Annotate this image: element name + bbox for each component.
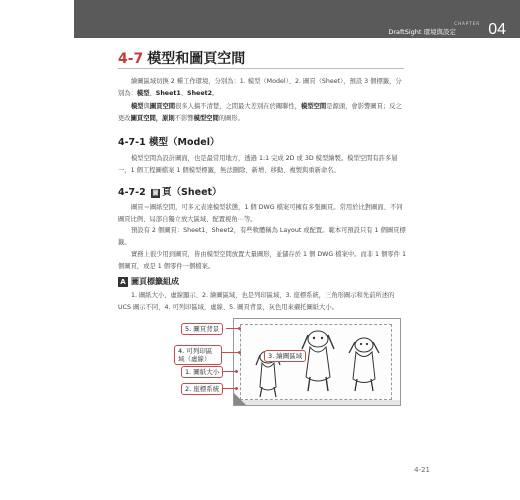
page-number: 4-21 (414, 466, 430, 474)
leader-dot-sheet-background (238, 327, 241, 330)
dog-drawing-right-icon (344, 333, 384, 393)
leader-dot-paper-size (235, 370, 238, 373)
header-band (74, 0, 520, 38)
composition-heading-text: 圖頁標籤組成 (131, 277, 179, 286)
intro-paragraph-1: 繪圖區域切換 2 種工作環境，分別為：1. 模型（Model）、2. 圖頁（Sheet），預設 3 個標籤，分別為：模型、Sheet1、Sheet2。 (118, 78, 402, 97)
running-header-title: DraftSight 環境與設定 (388, 28, 456, 36)
sheet-heading-text: 頁（Sheet） (162, 187, 222, 198)
callout-paper-size: 1. 圖紙大小 (181, 366, 223, 378)
callout-printable-area: 4. 可列印區域（虛線） (174, 345, 222, 365)
callout-sheet-background: 5. 圖頁背景 (181, 323, 223, 335)
sheet-figure (233, 318, 401, 406)
composition-heading (118, 276, 179, 287)
callout-drawing-area: 3. 繪圖區域 (264, 350, 306, 362)
leader-coordinate-system (222, 388, 236, 389)
leader-dot-coordinate-system (235, 387, 238, 390)
sheet-paragraph-3: 實務上很少用到圖頁，皆由模型空間放置大量圖形，並儲存於 1 個 DWG 檔案中。而非 1 個零件 1 個圖頁，或是 1 個零件一個檔案。 (118, 251, 406, 270)
leader-dot-printable-area (238, 351, 241, 354)
sheet-heading-icon: 圖 (152, 190, 159, 197)
sheet-paragraph-2: 預設有 2 個圖頁：Sheet1、Sheet2，有些軟體稱為 Layout 或配置。範本可預設只有 1 個圖頁標籤。 (118, 227, 406, 246)
leader-paper-size (222, 371, 236, 372)
sheet-paragraph-1: 圖頁＝圖紙空間，可多元表達模型狀態，1 個 DWG 檔案可擁有多張圖頁。常用於比對圖面、不同圖頁比例、局部自獨立放大區域、配置視角⋯等。 (118, 204, 403, 223)
leader-printable-area (222, 352, 239, 353)
section-title (118, 48, 418, 70)
section-title-text: 模型和圖頁空間 (147, 51, 246, 67)
sheet-heading (118, 184, 222, 198)
composition-paragraph: 1. 圖紙大小，虛線顯示、2. 繪圖區域，也是列印區域、3. 座標系統，三角形圖示和先前所述的 UCS 圖示不同、4. 可列印區域，虛線、5. 圖頁背景，灰色用來襯托圖紙大小。 (118, 292, 395, 311)
model-paragraph: 模型空間為設計圖面，也是最常用地方，透過 1:1 完成 2D 或 3D 模型繪製。模型空間有許多層一，1 個工程圖檔案 1 個模型標籤，無法刪除、新增、移動、複製與重新命名。 (118, 155, 398, 174)
sheet-heading-number: 4-7-2 (118, 187, 146, 198)
intro-paragraph-2: 模型與圖頁空間很多人搞不清楚，之間最大差別在於關聯性，模型空間是源頭，會影響圖頁；反之更改圖頁空間，原則不影響模型空間的圖形。 (118, 103, 402, 122)
sheet-background-band (234, 400, 400, 405)
callout-coordinate-system: 2. 座標系統 (181, 383, 223, 395)
model-heading: 4-7-1 模型（Model） (118, 137, 220, 148)
coordinate-system-icon (234, 393, 246, 405)
section-divider (118, 68, 404, 69)
composition-badge: A (118, 277, 128, 287)
chapter-word: CHAPTER (454, 21, 480, 26)
section-number: 4-7 (118, 51, 144, 67)
chapter-number: 04 (488, 21, 506, 38)
